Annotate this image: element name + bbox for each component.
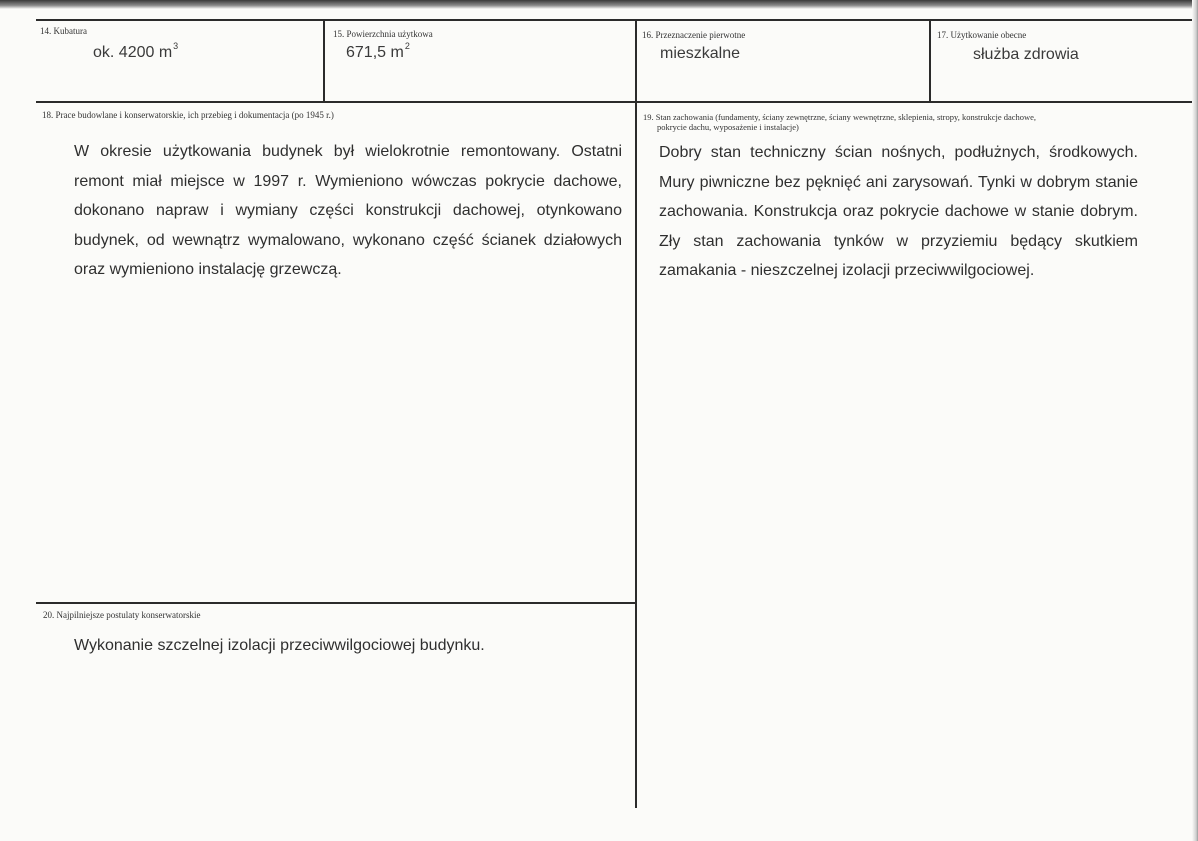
powierzchnia-value-text: 671,5 m <box>346 44 404 61</box>
stan-label-line1: 19. Stan zachowania (fundamenty, ściany zewnętrzne, ściany wewnętrzne, sklepienia, stropy, konstrukcje dachowe, <box>643 112 1037 122</box>
uzytkowanie-label: 17. Użytkowanie obecne <box>937 30 1027 40</box>
kubatura-value-text: ok. 4200 m <box>93 44 173 61</box>
scan-top-edge <box>0 0 1198 9</box>
stan-label-line2: pokrycie dachu, wyposażenie i instalacje) <box>657 122 799 132</box>
divider-16-17 <box>929 20 931 103</box>
kubatura-label: 14. Kubatura <box>40 26 87 36</box>
powierzchnia-unit-exponent: 2 <box>404 41 410 51</box>
kubatura-unit-exponent: 3 <box>173 41 179 51</box>
powierzchnia-value <box>346 41 410 62</box>
scan-right-edge <box>1192 0 1198 841</box>
stan-text: Dobry stan techniczny ścian nośnych, podłużnych, środkowych. Mury piwniczne bez pęknięć ani zarysowań. Tynki w dobrym stanie zachowania. Konstrukcja oraz pokrycie dachowe w stanie dobrym. Zły stan zachowania tynków w przyziemiu będący skutkiem zamakania - nieszczelnej izolacji przeciwwilgociowej. <box>659 144 1138 279</box>
prace-label: 18. Prace budowlane i konserwatorskie, ich przebieg i dokumentacja (po 1945 r.) <box>42 110 334 120</box>
przeznaczenie-label: 16. Przeznaczenie pierwotne <box>642 30 746 40</box>
top-border-line <box>36 19 1192 21</box>
prace-text: W okresie użytkowania budynek był wielokrotnie remontowany. Ostatni remont miał miejsce w 1997 r. Wymieniono wówczas pokrycie dachowe, dokonano napraw i wymiany części konstrukcji dachowej, otynkowano budynek, od wewnątrz wymalowano, wykonano część ścianek działowych oraz wymieniono instalację grzewczą. <box>74 143 622 278</box>
header-row-bottom-line <box>36 101 1192 103</box>
powierzchnia-label: 15. Powierzchnia użytkowa <box>333 29 433 39</box>
postulaty-label: 20. Najpilniejsze postulaty konserwatorskie <box>43 610 201 620</box>
divider-14-15 <box>323 20 325 103</box>
section-20-top-line <box>36 602 637 604</box>
postulaty-text: Wykonanie szczelnej izolacji przeciwwilgociowej budynku. <box>74 637 485 654</box>
kubatura-value <box>93 41 179 62</box>
uzytkowanie-value: służba zdrowia <box>973 46 1079 63</box>
divider-15-16 <box>635 20 637 808</box>
przeznaczenie-value: mieszkalne <box>660 45 741 62</box>
